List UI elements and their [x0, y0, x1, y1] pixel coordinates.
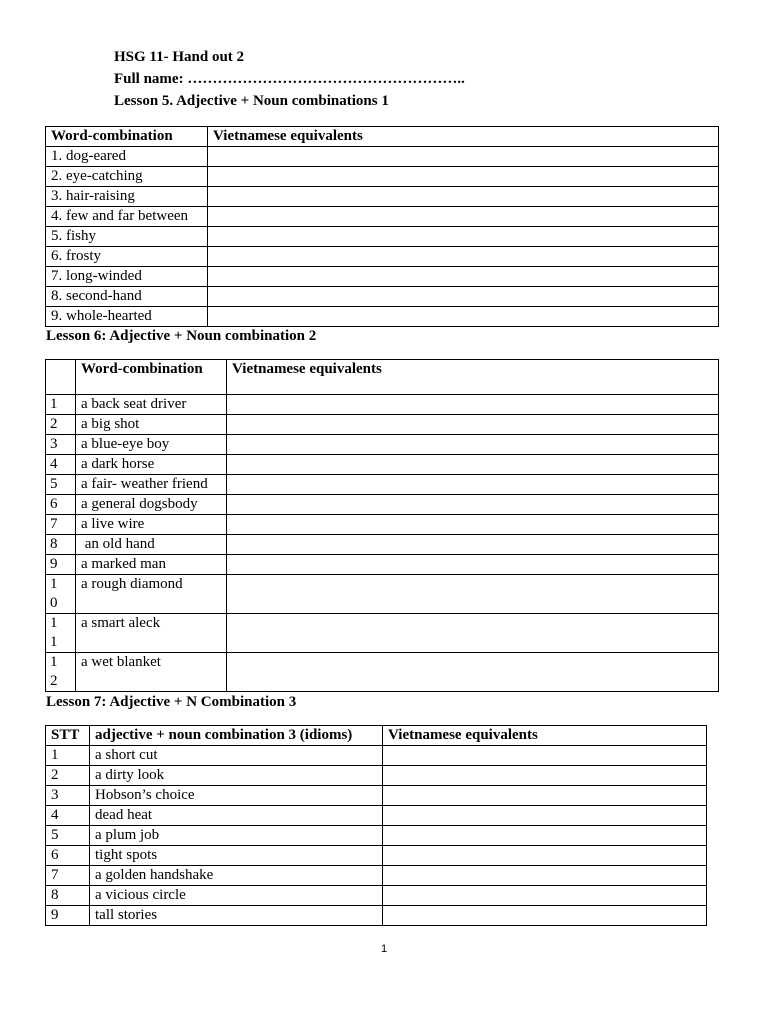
answer-cell[interactable]: [208, 227, 719, 247]
term-cell: a back seat driver: [76, 395, 227, 415]
answer-cell[interactable]: [227, 435, 719, 455]
answer-cell[interactable]: [227, 555, 719, 575]
table-row: [46, 267, 719, 287]
answer-cell[interactable]: [383, 906, 707, 926]
term-cell: a marked man: [76, 555, 227, 575]
term-cell: an old hand: [76, 535, 227, 555]
term-cell: 6. frosty: [46, 247, 208, 267]
answer-cell[interactable]: [383, 806, 707, 826]
row-number: 3: [46, 435, 76, 455]
answer-cell[interactable]: [227, 475, 719, 495]
row-number: 4: [46, 806, 90, 826]
term-cell: 9. whole-hearted: [46, 307, 208, 327]
table-row: [46, 515, 719, 535]
term-cell: Hobson’s choice: [90, 786, 383, 806]
answer-cell[interactable]: [227, 515, 719, 535]
term-cell: 4. few and far between: [46, 207, 208, 227]
col-header-combination: adjective + noun combination 3 (idioms): [90, 726, 383, 746]
term-cell: a dirty look: [90, 766, 383, 786]
answer-cell[interactable]: [227, 575, 719, 614]
row-number: 3: [46, 786, 90, 806]
row-number: 2: [46, 766, 90, 786]
table-row: [46, 746, 707, 766]
table-row: [46, 435, 719, 455]
term-cell: a rough diamond: [76, 575, 227, 614]
table-row: [46, 806, 707, 826]
term-cell: a smart aleck: [76, 614, 227, 653]
row-number: 9: [46, 555, 76, 575]
term-cell: a dark horse: [76, 455, 227, 475]
term-cell: a blue-eye boy: [76, 435, 227, 455]
col-header-stt: STT: [46, 726, 90, 746]
row-number: 6: [46, 846, 90, 866]
row-number: 7: [46, 515, 76, 535]
table-row: [46, 307, 719, 327]
term-cell: a vicious circle: [90, 886, 383, 906]
table-row: [46, 535, 719, 555]
table-row: [46, 906, 707, 926]
table-row: [46, 475, 719, 495]
answer-cell[interactable]: [208, 167, 719, 187]
term-cell: a general dogsbody: [76, 495, 227, 515]
col-header-number: [46, 360, 76, 395]
row-number: 5: [46, 826, 90, 846]
answer-cell[interactable]: [208, 247, 719, 267]
term-cell: tall stories: [90, 906, 383, 926]
table-row: [46, 786, 707, 806]
term-cell: 7. long-winded: [46, 267, 208, 287]
table-row: [46, 575, 719, 614]
term-cell: a wet blanket: [76, 653, 227, 692]
table-row: [46, 147, 719, 167]
term-cell: 3. hair-raising: [46, 187, 208, 207]
term-cell: a live wire: [76, 515, 227, 535]
term-cell: tight spots: [90, 846, 383, 866]
answer-cell[interactable]: [383, 826, 707, 846]
full-name-line: Full name: ………………………………………………..: [114, 71, 465, 87]
col-header-vietnamese: Vietnamese equivalents: [383, 726, 707, 746]
answer-cell[interactable]: [208, 207, 719, 227]
row-number: 8: [46, 886, 90, 906]
term-cell: a big shot: [76, 415, 227, 435]
row-number: 10: [46, 575, 76, 614]
page-number: 1: [380, 943, 388, 955]
term-cell: 5. fishy: [46, 227, 208, 247]
answer-cell[interactable]: [227, 535, 719, 555]
table-row: [46, 227, 719, 247]
table-row: [46, 415, 719, 435]
col-header-vietnamese: Vietnamese equivalents: [227, 360, 719, 395]
table-row: [46, 614, 719, 653]
answer-cell[interactable]: [227, 395, 719, 415]
term-cell: a plum job: [90, 826, 383, 846]
lesson6-table: [45, 359, 719, 692]
row-number: 12: [46, 653, 76, 692]
row-number: 1: [46, 746, 90, 766]
answer-cell[interactable]: [227, 653, 719, 692]
table-row: [46, 287, 719, 307]
table-row: [46, 395, 719, 415]
answer-cell[interactable]: [227, 614, 719, 653]
answer-cell[interactable]: [227, 455, 719, 475]
term-cell: a golden handshake: [90, 866, 383, 886]
row-number: 7: [46, 866, 90, 886]
answer-cell[interactable]: [383, 766, 707, 786]
answer-cell[interactable]: [383, 866, 707, 886]
term-cell: dead heat: [90, 806, 383, 826]
col-header-vietnamese: Vietnamese equivalents: [208, 127, 719, 147]
row-number: 5: [46, 475, 76, 495]
table-row: [46, 167, 719, 187]
answer-cell[interactable]: [383, 846, 707, 866]
answer-cell[interactable]: [383, 746, 707, 766]
answer-cell[interactable]: [208, 187, 719, 207]
term-cell: 1. dog-eared: [46, 147, 208, 167]
term-cell: 2. eye-catching: [46, 167, 208, 187]
lesson5-title: Lesson 5. Adjective + Noun combinations 1: [114, 93, 389, 109]
table-row: [46, 826, 707, 846]
row-number: 1: [46, 395, 76, 415]
col-header-word-combination: Word-combination: [76, 360, 227, 395]
term-cell: a fair- weather friend: [76, 475, 227, 495]
table-row: [46, 455, 719, 475]
answer-cell[interactable]: [227, 495, 719, 515]
table-row: [46, 555, 719, 575]
row-number: 6: [46, 495, 76, 515]
table-row: [46, 846, 707, 866]
term-cell: 8. second-hand: [46, 287, 208, 307]
table-row: [46, 495, 719, 515]
lesson6-title: Lesson 6: Adjective + Noun combination 2: [46, 328, 317, 344]
term-cell: a short cut: [90, 746, 383, 766]
handout-title: HSG 11- Hand out 2: [114, 49, 245, 65]
answer-cell[interactable]: [208, 147, 719, 167]
answer-cell[interactable]: [208, 287, 719, 307]
row-number: 8: [46, 535, 76, 555]
answer-cell[interactable]: [208, 267, 719, 287]
table-row: [46, 766, 707, 786]
row-number: 2: [46, 415, 76, 435]
table-row: [46, 247, 719, 267]
lesson7-table: [45, 725, 707, 926]
answer-cell[interactable]: [383, 786, 707, 806]
row-number: 9: [46, 906, 90, 926]
answer-cell[interactable]: [208, 307, 719, 327]
answer-cell[interactable]: [227, 415, 719, 435]
table-row: [46, 866, 707, 886]
table-row: [46, 187, 719, 207]
answer-cell[interactable]: [383, 886, 707, 906]
row-number: 11: [46, 614, 76, 653]
table-row: [46, 886, 707, 906]
lesson5-table: [45, 126, 719, 327]
table-row: [46, 653, 719, 692]
row-number: 4: [46, 455, 76, 475]
table-row: [46, 207, 719, 227]
col-header-word-combination: Word-combination: [46, 127, 208, 147]
lesson7-title: Lesson 7: Adjective + N Combination 3: [46, 694, 297, 710]
